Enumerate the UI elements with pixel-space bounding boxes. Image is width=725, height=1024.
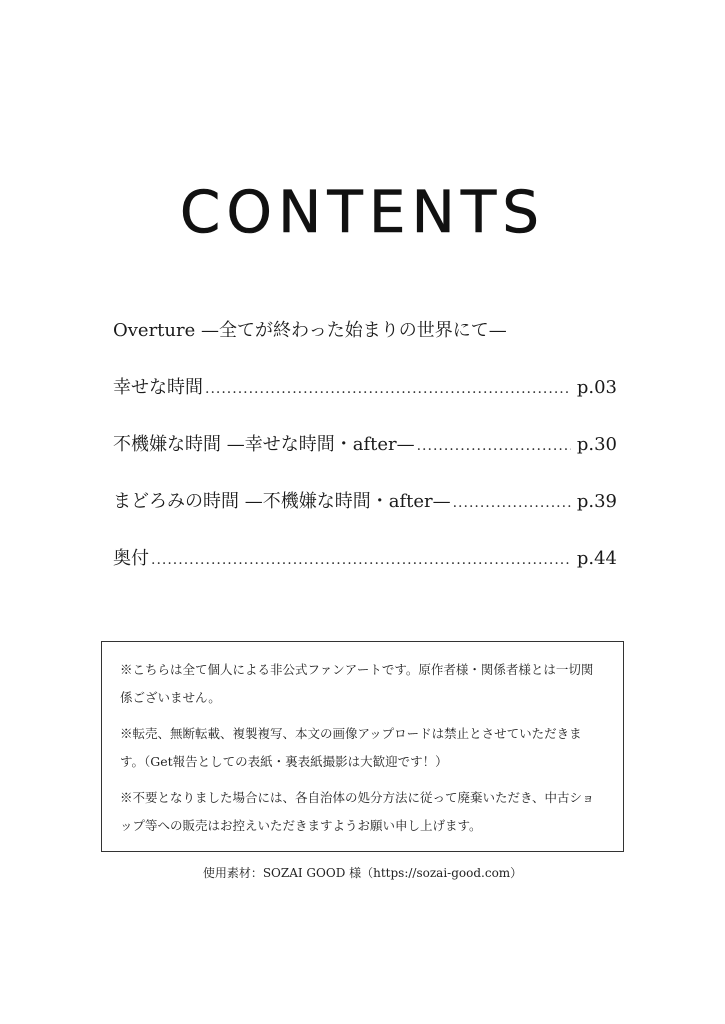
notice-paragraph: ※転売、無断転載、複製複写、本文の画像アップロードは禁止とさせていただきます。（Get報告としての表紙・裏表紙撮影は大歓迎です！） (120, 726, 582, 769)
toc-leader-dots (205, 381, 571, 397)
toc-heading: Overture —全てが終わった始まりの世界にて— (113, 320, 507, 341)
toc-entry-page: p.03 (576, 377, 617, 398)
toc-entry (113, 430, 617, 456)
toc-leader-dots (151, 552, 571, 568)
toc-entry-label: 不機嫌な時間 —幸せな時間・after— (113, 434, 415, 455)
toc-entry-label: 奥付 (113, 548, 149, 569)
toc-entry (113, 373, 617, 399)
notice-box (101, 641, 624, 852)
notice-paragraph: ※不要となりました場合には、各自治体の処分方法に従って廃棄いただき、中古ショップ等への販売はお控えいただきますようお願い申し上げます。 (120, 790, 595, 833)
toc-entry-label: 幸せな時間 (113, 377, 203, 398)
toc-entry-page: p.44 (576, 548, 617, 569)
notice-paragraph: ※こちらは全て個人による非公式ファンアートです。原作者様・関係者様とは一切関係ございません。 (120, 662, 594, 705)
toc-entry-page: p.39 (576, 491, 617, 512)
toc-entry (113, 544, 617, 570)
toc-leader-dots (417, 438, 571, 454)
material-credit: 使用素材：SOZAI GOOD 様（https://sozai-good.com） (202, 866, 523, 880)
toc-entry (113, 487, 617, 513)
table-of-contents (113, 316, 617, 569)
page-title: CONTENTS (179, 178, 546, 246)
toc-entry-page: p.30 (576, 434, 617, 455)
toc-entry-label: まどろみの時間 —不機嫌な時間・after— (113, 491, 451, 512)
toc-leader-dots (453, 495, 571, 511)
